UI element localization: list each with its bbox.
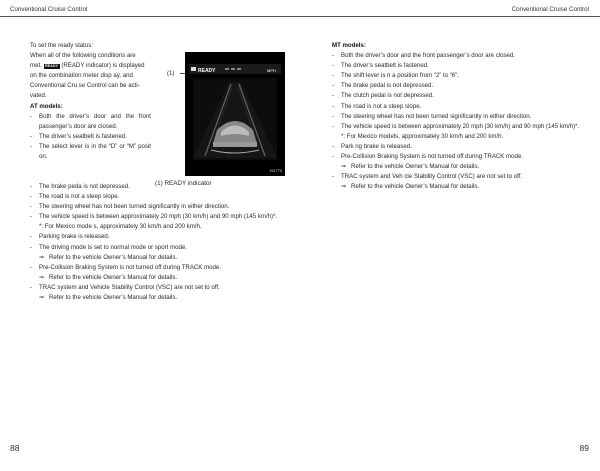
list-item: - The driving mode is set to normal mode or sport mode. (30, 243, 188, 251)
list-item: - Both the driver’s door and the front passenger’s door are closed. (30, 112, 151, 130)
figure-callout: (1) (167, 70, 175, 77)
page-header-title: Conventional Cruise Control (511, 6, 589, 13)
list-item: - Pre-Collision Braking System is not turned off during TRACK mode. (332, 153, 523, 161)
list-item: - The driver’s seatbelt is fastened. (332, 62, 429, 70)
list-item: - Parking brake is released. (30, 233, 110, 241)
ready-line: Conventional Cru se Control can be acti- (30, 82, 140, 90)
list-item: - The shift lever is n a position from “2” to “6”. (332, 72, 459, 80)
right-page (300, 0, 600, 471)
intro-text: To set the ready status: (30, 42, 94, 49)
ready-intro-block (30, 41, 151, 162)
mt-models-heading: MT models: (332, 42, 366, 49)
mexico-note: *: For Mexico models, approximately 30 km/h and 200 km/h. (341, 132, 504, 140)
list-item: - The brake pedal is not depressed. (332, 82, 434, 90)
list-item: - TRAC system and Vehicle Stability Control (VSC) are not set to off. (30, 283, 220, 291)
page-header-title: Conventional Cruise Control (10, 6, 88, 13)
combination-meter-figure (185, 52, 285, 176)
arrow-icon: ⇒ (39, 294, 45, 302)
arrow-icon: ⇒ (341, 183, 347, 191)
ready-line: vated. (30, 92, 47, 100)
list-item: - The select lever is in the “D” or “M” posit on. (30, 142, 151, 161)
list-item: - The vehicle speed is between approximately 20 mph (30 km/h) and 90 mph (145 km/h)*. (332, 122, 580, 130)
list-item: - The steering wheel has not been turned significantly in either direction. (332, 112, 532, 120)
reference-line: ⇒ Refer to the vehicle Owner’s Manual for details. (332, 182, 582, 192)
reference-line: ⇒ Refer to the vehicle Owner’s Manual for details. (30, 253, 288, 263)
reference-line: ⇒ Refer to the vehicle Owner’s Manual for details. (30, 273, 288, 283)
ready-line: met, READY (READY indicator) is displayed (30, 62, 145, 70)
list-item: - TRAC system and Veh cle Stability Control (VSC) are not set to off. (332, 173, 523, 181)
cruise-icon (191, 67, 196, 71)
page-number: 89 (579, 443, 589, 453)
page-number: 88 (10, 443, 20, 453)
arrow-icon: ⇒ (39, 253, 45, 261)
list-item: - The driver’s seatbelt is fastened. (30, 132, 127, 140)
at-conditions-continued (30, 182, 288, 303)
meter-display-illustration (185, 52, 285, 176)
list-item: - The road is not a steep slope. (30, 193, 120, 201)
display-ready-text: READY (198, 68, 216, 74)
list-item: - Both the driver’s door and the front passenger’s door are closed. (332, 52, 516, 60)
mexico-note: *: For Mexico mode s, approximately 30 km/h and 200 km/h. (39, 223, 202, 231)
list-item: - The steering wheel has not been turned significantly in either direction. (30, 203, 230, 211)
header-rule (0, 16, 300, 17)
ready-line: on the combination meter disp ay, and (30, 72, 133, 80)
arrow-icon: ⇒ (39, 273, 45, 281)
list-item: - The vehicle speed is between approximately 20 mph (30 km/h) and 90 mph (145 km/h)*. (30, 213, 278, 221)
display-unit-text: MPH (267, 68, 276, 73)
figure-caption: (1) READY indicator (155, 180, 212, 187)
ready-line: When all of the following conditions are (30, 52, 136, 60)
list-item: - Pre-Collision Braking System is not turned off during TRACK mode. (30, 263, 221, 271)
mt-conditions-block (332, 41, 582, 192)
list-item: - The brake peda is not depressed. (30, 183, 130, 190)
figure-code: HI1770 (269, 169, 282, 173)
list-item: - Park ng brake is released. (332, 142, 412, 150)
at-models-heading: AT models: (30, 102, 63, 110)
reference-line: ⇒ Refer to the vehicle Owner’s Manual for details. (30, 293, 288, 303)
reference-line: ⇒ Refer to the vehicle Owner’s Manual for details. (332, 162, 582, 172)
ready-badge-icon: READY (45, 64, 59, 69)
list-item: - The road is not a steep slope. (332, 102, 422, 110)
list-item: - The clutch pedal is not depressed. (332, 92, 434, 100)
header-rule (300, 16, 600, 17)
arrow-icon: ⇒ (341, 163, 347, 171)
